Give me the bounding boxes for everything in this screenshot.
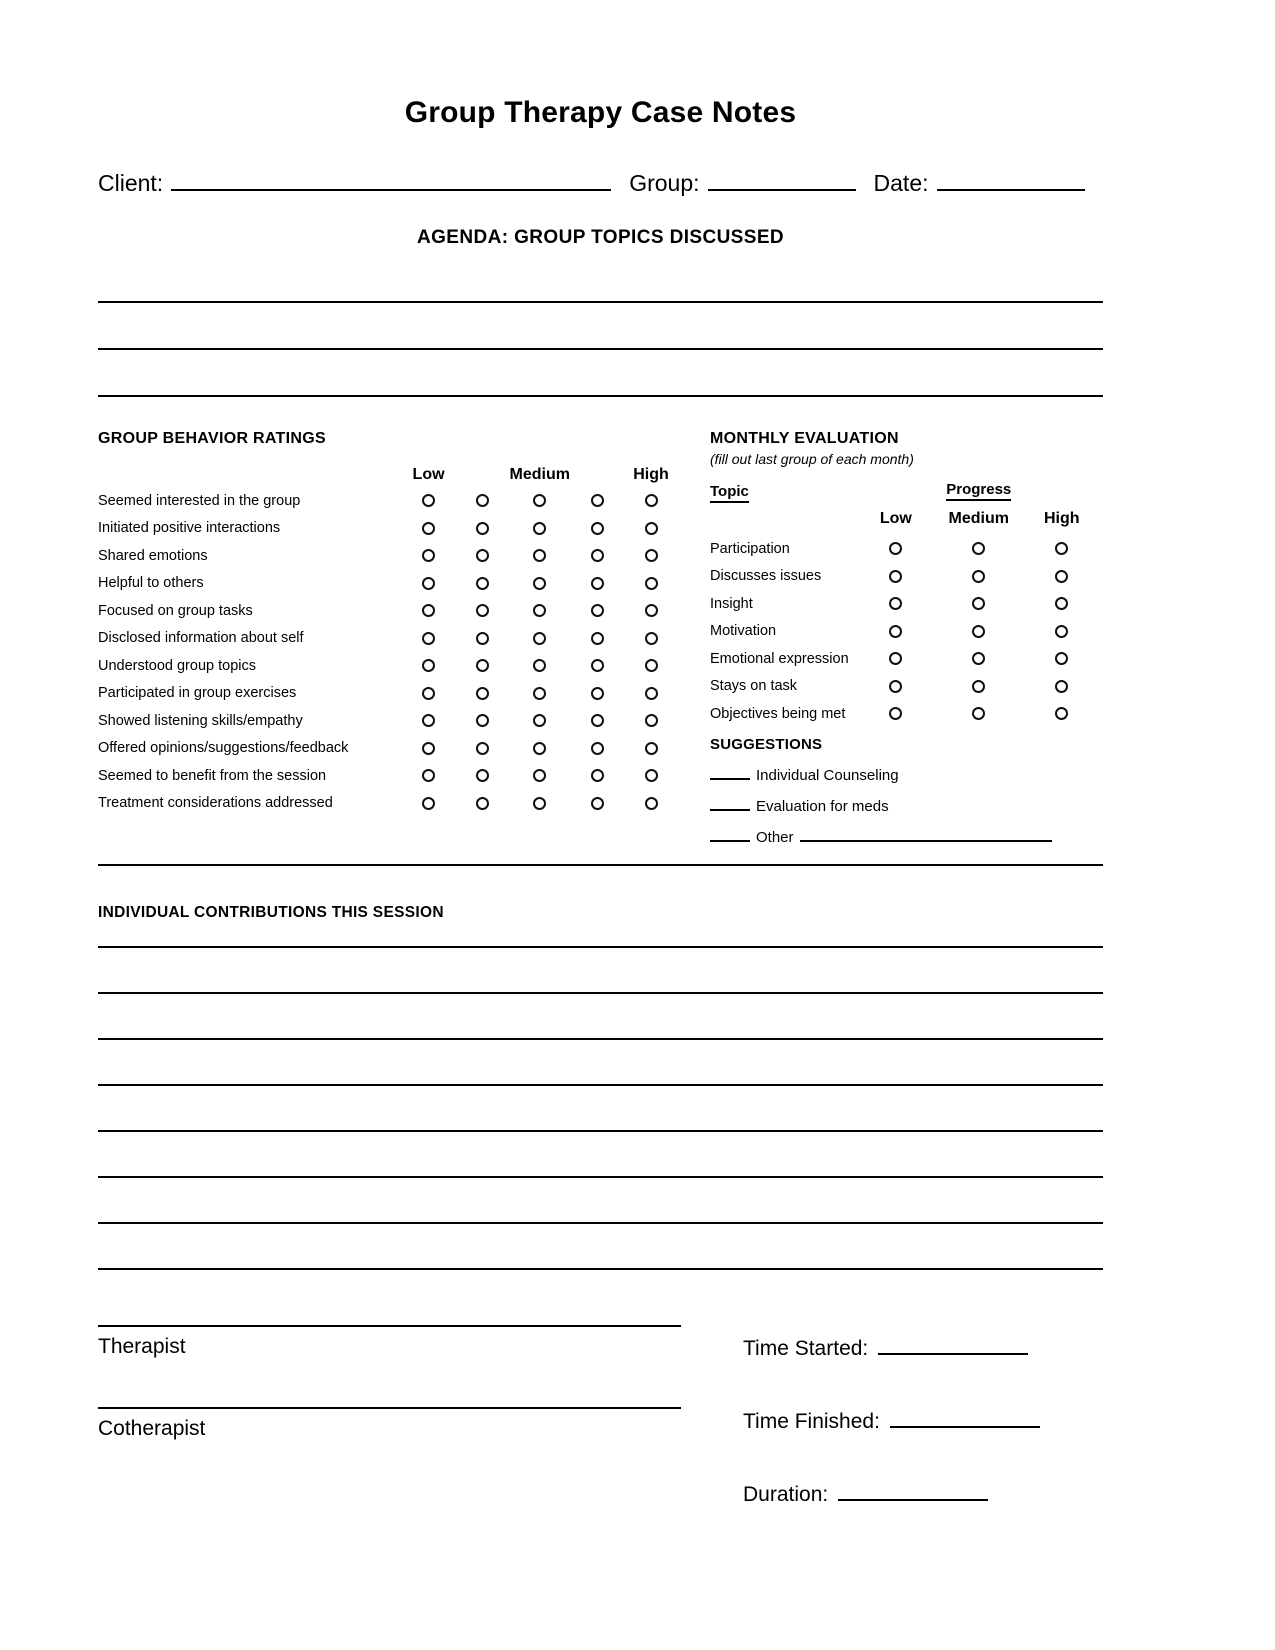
radio-circle-icon[interactable] xyxy=(591,522,604,535)
rating-option[interactable] xyxy=(624,597,678,625)
table-row xyxy=(98,625,678,653)
radio-circle-icon[interactable] xyxy=(645,522,658,535)
radio-circle-icon[interactable] xyxy=(889,597,902,610)
monthly-option-low[interactable] xyxy=(855,618,937,646)
rating-option[interactable] xyxy=(510,680,570,708)
rating-item-label: Participated in group exercises xyxy=(98,685,297,702)
radio-circle-icon[interactable] xyxy=(476,742,489,755)
signature-and-time-block xyxy=(98,1325,1103,1507)
agenda-blank-lines xyxy=(98,301,1103,397)
rating-option[interactable] xyxy=(510,652,570,680)
rating-option[interactable] xyxy=(402,570,456,598)
radio-circle-icon[interactable] xyxy=(533,549,546,562)
radio-circle-icon[interactable] xyxy=(533,769,546,782)
suggestion-label: Individual Counseling xyxy=(756,766,899,784)
rating-option[interactable] xyxy=(510,487,570,515)
ratings-scale-header-row xyxy=(98,464,678,487)
monthly-option-high[interactable] xyxy=(1020,618,1103,646)
radio-circle-icon[interactable] xyxy=(422,714,435,727)
table-row xyxy=(98,542,678,570)
suggestion-label: Other xyxy=(756,828,794,846)
radio-circle-icon[interactable] xyxy=(422,632,435,645)
rating-option[interactable] xyxy=(570,515,624,543)
radio-circle-icon[interactable] xyxy=(422,522,435,535)
monthly-option-medium[interactable] xyxy=(937,645,1020,673)
rating-option[interactable] xyxy=(456,790,510,818)
radio-circle-icon[interactable] xyxy=(972,625,985,638)
contribution-line[interactable] xyxy=(98,1084,1103,1086)
radio-circle-icon[interactable] xyxy=(476,549,489,562)
radio-circle-icon[interactable] xyxy=(972,570,985,583)
suggestion-checkbox-blank[interactable] xyxy=(710,828,750,842)
progress-column-header-cell xyxy=(937,479,1020,503)
suggestion-checkbox-blank[interactable] xyxy=(710,797,750,811)
group-behavior-ratings-section xyxy=(98,430,678,817)
monthly-option-low[interactable] xyxy=(855,535,937,563)
rating-option[interactable] xyxy=(456,487,510,515)
radio-circle-icon[interactable] xyxy=(422,742,435,755)
rating-option[interactable] xyxy=(402,515,456,543)
time-finished-label: Time Finished: xyxy=(743,1409,880,1433)
radio-circle-icon[interactable] xyxy=(533,604,546,617)
monthly-option-medium[interactable] xyxy=(937,590,1020,618)
mev-scale-label-high: High xyxy=(1043,509,1080,527)
radio-circle-icon[interactable] xyxy=(476,522,489,535)
rating-option[interactable] xyxy=(570,735,624,763)
radio-circle-icon[interactable] xyxy=(533,714,546,727)
radio-circle-icon[interactable] xyxy=(476,577,489,590)
radio-circle-icon[interactable] xyxy=(645,549,658,562)
progress-column-header: Progress xyxy=(946,482,1011,501)
radio-circle-icon[interactable] xyxy=(533,687,546,700)
rating-option[interactable] xyxy=(510,515,570,543)
rating-option[interactable] xyxy=(402,625,456,653)
radio-circle-icon[interactable] xyxy=(476,687,489,700)
monthly-item-label: Objectives being met xyxy=(710,705,846,722)
contribution-line[interactable] xyxy=(98,1222,1103,1224)
monthly-item-label: Insight xyxy=(710,595,753,612)
rating-item-label: Offered opinions/suggestions/feedback xyxy=(98,740,349,757)
rating-item-label: Initiated positive interactions xyxy=(98,520,281,537)
table-row xyxy=(710,673,1103,701)
rating-option[interactable] xyxy=(402,542,456,570)
mev-scale-label-low: Low xyxy=(879,509,912,527)
radio-circle-icon[interactable] xyxy=(422,604,435,617)
rating-option[interactable] xyxy=(570,652,624,680)
radio-circle-icon[interactable] xyxy=(591,577,604,590)
ratings-header-spacer xyxy=(98,464,402,487)
radio-circle-icon[interactable] xyxy=(645,687,658,700)
rating-option[interactable] xyxy=(624,680,678,708)
rating-item-label: Focused on group tasks xyxy=(98,602,253,619)
radio-circle-icon[interactable] xyxy=(476,494,489,507)
radio-circle-icon[interactable] xyxy=(645,714,658,727)
suggestion-other xyxy=(710,828,1103,846)
rating-option[interactable] xyxy=(402,735,456,763)
rating-item-label: Shared emotions xyxy=(98,547,208,564)
radio-circle-icon[interactable] xyxy=(476,769,489,782)
time-finished-blank[interactable] xyxy=(890,1408,1040,1428)
rating-option[interactable] xyxy=(456,597,510,625)
rating-option[interactable] xyxy=(570,625,624,653)
rating-option[interactable] xyxy=(510,735,570,763)
monthly-item-label: Emotional expression xyxy=(710,650,849,667)
radio-circle-icon[interactable] xyxy=(889,707,902,720)
section-divider xyxy=(98,864,1103,866)
rating-item-label: Understood group topics xyxy=(98,657,256,674)
radio-circle-icon[interactable] xyxy=(422,769,435,782)
rating-option[interactable] xyxy=(624,735,678,763)
rating-item-label: Showed listening skills/empathy xyxy=(98,712,303,729)
agenda-line[interactable] xyxy=(98,395,1103,397)
topic-column-header-cell xyxy=(710,479,855,503)
mev-scale-label-medium: Medium xyxy=(948,509,1009,527)
table-row xyxy=(710,700,1103,728)
radio-circle-icon[interactable] xyxy=(476,659,489,672)
radio-circle-icon[interactable] xyxy=(1055,707,1068,720)
radio-circle-icon[interactable] xyxy=(591,714,604,727)
document-body xyxy=(98,0,1103,1507)
radio-circle-icon[interactable] xyxy=(889,625,902,638)
monthly-evaluation-heading: MONTHLY EVALUATION xyxy=(710,430,899,447)
rating-item-label: Seemed to benefit from the session xyxy=(98,767,327,784)
rating-option[interactable] xyxy=(456,707,510,735)
signature-column xyxy=(98,1325,688,1507)
rating-option[interactable] xyxy=(624,707,678,735)
spacer xyxy=(98,1359,688,1407)
client-label: Client: xyxy=(98,170,164,196)
radio-circle-icon[interactable] xyxy=(889,570,902,583)
radio-circle-icon[interactable] xyxy=(533,797,546,810)
group-behavior-ratings-table xyxy=(98,464,678,817)
duration-blank[interactable] xyxy=(838,1481,988,1501)
table-row xyxy=(98,487,678,515)
radio-circle-icon[interactable] xyxy=(645,494,658,507)
scale-spacer-4 xyxy=(570,464,624,487)
scale-row-spacer xyxy=(710,503,855,535)
monthly-option-low[interactable] xyxy=(855,563,937,591)
table-row xyxy=(98,680,678,708)
radio-circle-icon[interactable] xyxy=(645,769,658,782)
radio-circle-icon[interactable] xyxy=(889,680,902,693)
therapist-signature-blank[interactable] xyxy=(98,1325,681,1327)
monthly-option-high[interactable] xyxy=(1020,700,1103,728)
radio-circle-icon[interactable] xyxy=(476,632,489,645)
monthly-item-label: Motivation xyxy=(710,623,777,640)
radio-circle-icon[interactable] xyxy=(533,494,546,507)
duration-row xyxy=(743,1481,1103,1507)
radio-circle-icon[interactable] xyxy=(972,707,985,720)
table-row xyxy=(710,563,1103,591)
radio-circle-icon[interactable] xyxy=(645,797,658,810)
table-row xyxy=(98,597,678,625)
monthly-option-high[interactable] xyxy=(1020,673,1103,701)
radio-circle-icon[interactable] xyxy=(533,632,546,645)
duration-label: Duration: xyxy=(743,1482,829,1506)
suggestion-individual-counseling xyxy=(710,766,1103,784)
rating-option[interactable] xyxy=(510,762,570,790)
rating-option[interactable] xyxy=(570,487,624,515)
rating-option[interactable] xyxy=(624,570,678,598)
rating-option[interactable] xyxy=(510,707,570,735)
radio-circle-icon[interactable] xyxy=(422,549,435,562)
table-row xyxy=(98,652,678,680)
scale-spacer-2 xyxy=(456,464,510,487)
radio-circle-icon[interactable] xyxy=(645,742,658,755)
radio-circle-icon[interactable] xyxy=(972,542,985,555)
table-row xyxy=(710,618,1103,646)
contribution-line[interactable] xyxy=(98,946,1103,948)
radio-circle-icon[interactable] xyxy=(533,522,546,535)
suggestions-heading: SUGGESTIONS xyxy=(710,735,823,753)
table-row xyxy=(98,570,678,598)
rating-option[interactable] xyxy=(570,707,624,735)
radio-circle-icon[interactable] xyxy=(1055,625,1068,638)
monthly-option-medium[interactable] xyxy=(937,563,1020,591)
monthly-option-low[interactable] xyxy=(855,673,937,701)
monthly-option-high[interactable] xyxy=(1020,645,1103,673)
monthly-option-low[interactable] xyxy=(855,590,937,618)
rating-option[interactable] xyxy=(402,652,456,680)
page-title: Group Therapy Case Notes xyxy=(404,96,797,129)
monthly-option-medium[interactable] xyxy=(937,535,1020,563)
rating-item-label: Helpful to others xyxy=(98,575,204,592)
radio-circle-icon[interactable] xyxy=(1055,570,1068,583)
radio-circle-icon[interactable] xyxy=(1055,652,1068,665)
radio-circle-icon[interactable] xyxy=(591,687,604,700)
rating-item-label: Disclosed information about self xyxy=(98,630,304,647)
rating-option[interactable] xyxy=(570,542,624,570)
rating-option[interactable] xyxy=(456,542,510,570)
individual-contributions-heading: INDIVIDUAL CONTRIBUTIONS THIS SESSION xyxy=(98,903,444,921)
radio-circle-icon[interactable] xyxy=(972,597,985,610)
time-started-row xyxy=(743,1335,1103,1361)
rating-option[interactable] xyxy=(456,680,510,708)
monthly-option-high[interactable] xyxy=(1020,590,1103,618)
time-started-blank[interactable] xyxy=(878,1335,1028,1355)
radio-circle-icon[interactable] xyxy=(591,769,604,782)
monthly-evaluation-scale-row xyxy=(710,503,1103,535)
radio-circle-icon[interactable] xyxy=(422,797,435,810)
radio-circle-icon[interactable] xyxy=(1055,680,1068,693)
table-row xyxy=(98,790,678,818)
rating-option[interactable] xyxy=(624,762,678,790)
radio-circle-icon[interactable] xyxy=(533,742,546,755)
radio-circle-icon[interactable] xyxy=(591,632,604,645)
rating-option[interactable] xyxy=(510,625,570,653)
radio-circle-icon[interactable] xyxy=(1055,542,1068,555)
radio-circle-icon[interactable] xyxy=(476,714,489,727)
monthly-option-medium[interactable] xyxy=(937,618,1020,646)
rating-option[interactable] xyxy=(624,625,678,653)
radio-circle-icon[interactable] xyxy=(645,604,658,617)
monthly-item-label: Participation xyxy=(710,540,790,557)
time-column xyxy=(688,1325,1103,1507)
suggestion-label: Evaluation for meds xyxy=(756,797,889,815)
radio-circle-icon[interactable] xyxy=(476,797,489,810)
rating-option[interactable] xyxy=(624,542,678,570)
radio-circle-icon[interactable] xyxy=(645,659,658,672)
group-input-blank[interactable] xyxy=(708,169,856,191)
radio-circle-icon[interactable] xyxy=(422,659,435,672)
rating-option[interactable] xyxy=(510,542,570,570)
radio-circle-icon[interactable] xyxy=(591,549,604,562)
agenda-line[interactable] xyxy=(98,301,1103,303)
monthly-evaluation-subheading: (fill out last group of each month) xyxy=(710,451,914,467)
group-behavior-ratings-heading: GROUP BEHAVIOR RATINGS xyxy=(98,430,326,447)
contribution-line[interactable] xyxy=(98,992,1103,994)
contribution-line[interactable] xyxy=(98,1038,1103,1040)
progress-header-spacer xyxy=(855,479,937,503)
rating-option[interactable] xyxy=(570,597,624,625)
rating-option[interactable] xyxy=(570,570,624,598)
radio-circle-icon[interactable] xyxy=(889,542,902,555)
monthly-evaluation-table xyxy=(710,479,1103,728)
rating-option[interactable] xyxy=(624,652,678,680)
monthly-option-low[interactable] xyxy=(855,645,937,673)
radio-circle-icon[interactable] xyxy=(591,659,604,672)
rating-option[interactable] xyxy=(624,790,678,818)
suggestion-evaluation-for-meds xyxy=(710,797,1103,815)
suggestion-checkbox-blank[interactable] xyxy=(710,766,750,780)
radio-circle-icon[interactable] xyxy=(591,604,604,617)
progress-header-spacer-right xyxy=(1020,479,1103,503)
radio-circle-icon[interactable] xyxy=(533,577,546,590)
therapist-label: Therapist xyxy=(98,1334,186,1358)
radio-circle-icon[interactable] xyxy=(972,652,985,665)
radio-circle-icon[interactable] xyxy=(972,680,985,693)
rating-option[interactable] xyxy=(456,570,510,598)
contribution-line[interactable] xyxy=(98,1176,1103,1178)
rating-option[interactable] xyxy=(402,707,456,735)
monthly-option-high[interactable] xyxy=(1020,535,1103,563)
radio-circle-icon[interactable] xyxy=(422,687,435,700)
scale-label-high: High xyxy=(633,466,669,483)
monthly-evaluation-header-row xyxy=(710,479,1103,503)
monthly-option-high[interactable] xyxy=(1020,563,1103,591)
rating-option[interactable] xyxy=(624,515,678,543)
radio-circle-icon[interactable] xyxy=(422,577,435,590)
radio-circle-icon[interactable] xyxy=(591,797,604,810)
date-label: Date: xyxy=(873,170,929,196)
rating-item-label: Seemed interested in the group xyxy=(98,492,301,509)
radio-circle-icon[interactable] xyxy=(889,652,902,665)
rating-option[interactable] xyxy=(570,680,624,708)
table-row xyxy=(710,590,1103,618)
rating-option[interactable] xyxy=(510,790,570,818)
radio-circle-icon[interactable] xyxy=(591,494,604,507)
radio-circle-icon[interactable] xyxy=(591,742,604,755)
rating-option[interactable] xyxy=(624,487,678,515)
radio-circle-icon[interactable] xyxy=(645,632,658,645)
suggestion-other-input-blank[interactable] xyxy=(800,828,1052,842)
table-row xyxy=(710,645,1103,673)
time-started-label: Time Started: xyxy=(743,1336,869,1360)
rating-option[interactable] xyxy=(510,570,570,598)
rating-option[interactable] xyxy=(510,597,570,625)
monthly-item-label: Stays on task xyxy=(710,678,798,695)
scale-label-low: Low xyxy=(412,466,445,483)
rating-option[interactable] xyxy=(402,487,456,515)
cotherapist-label: Cotherapist xyxy=(98,1416,206,1440)
scale-label-medium: Medium xyxy=(509,466,570,483)
radio-circle-icon[interactable] xyxy=(1055,597,1068,610)
rating-option[interactable] xyxy=(456,735,510,763)
rating-option[interactable] xyxy=(570,762,624,790)
rating-option[interactable] xyxy=(402,790,456,818)
rating-option[interactable] xyxy=(456,762,510,790)
radio-circle-icon[interactable] xyxy=(422,494,435,507)
agenda-line[interactable] xyxy=(98,348,1103,350)
cotherapist-signature-blank[interactable] xyxy=(98,1407,681,1409)
rating-option[interactable] xyxy=(402,597,456,625)
monthly-item-label: Discusses issues xyxy=(710,568,822,585)
date-input-blank[interactable] xyxy=(937,169,1085,191)
rating-option[interactable] xyxy=(456,625,510,653)
rating-option[interactable] xyxy=(402,680,456,708)
header-fields-row xyxy=(98,169,1103,197)
client-input-blank[interactable] xyxy=(171,169,611,191)
time-finished-row xyxy=(743,1408,1103,1434)
rating-item-label: Treatment considerations addressed xyxy=(98,795,333,812)
rating-option[interactable] xyxy=(570,790,624,818)
rating-option[interactable] xyxy=(402,762,456,790)
monthly-evaluation-section xyxy=(710,430,1103,846)
rating-option[interactable] xyxy=(456,515,510,543)
topic-column-header: Topic xyxy=(710,484,749,503)
table-row xyxy=(98,707,678,735)
group-label: Group: xyxy=(629,170,700,196)
agenda-heading: AGENDA: GROUP TOPICS DISCUSSED xyxy=(416,227,785,248)
ratings-columns xyxy=(98,430,1103,846)
rating-option[interactable] xyxy=(456,652,510,680)
contribution-line[interactable] xyxy=(98,1130,1103,1132)
radio-circle-icon[interactable] xyxy=(533,659,546,672)
monthly-option-low[interactable] xyxy=(855,700,937,728)
monthly-option-medium[interactable] xyxy=(937,700,1020,728)
table-row xyxy=(98,762,678,790)
individual-contributions-lines xyxy=(98,946,1103,1270)
radio-circle-icon[interactable] xyxy=(645,577,658,590)
table-row xyxy=(98,735,678,763)
contribution-line[interactable] xyxy=(98,1268,1103,1270)
table-row xyxy=(710,535,1103,563)
monthly-option-medium[interactable] xyxy=(937,673,1020,701)
radio-circle-icon[interactable] xyxy=(476,604,489,617)
table-row xyxy=(98,515,678,543)
